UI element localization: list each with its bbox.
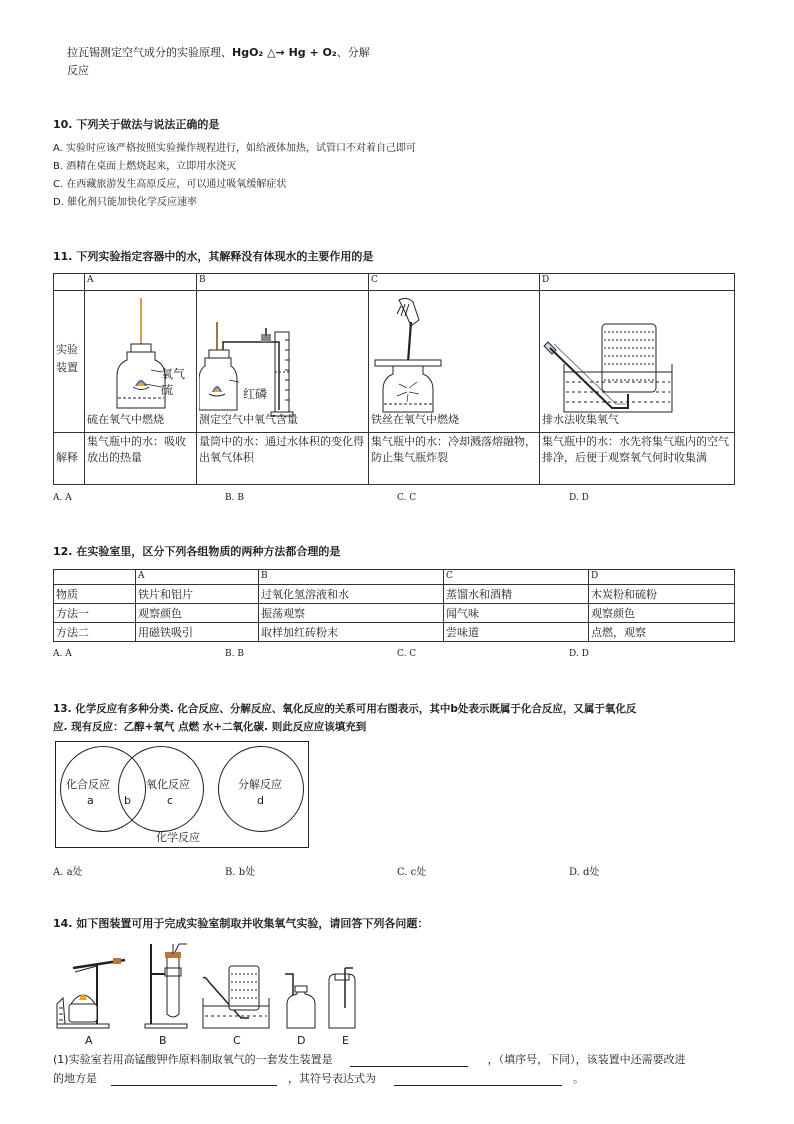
q10-option-b: B. 酒精在桌面上燃烧起来，立即用水浇灭 bbox=[53, 161, 237, 172]
q12-answer-d[interactable]: D. D bbox=[569, 649, 589, 659]
q14-sub1-text-d: ，其符号表达式为 bbox=[288, 1072, 376, 1085]
q12-r2-c2: 取样加红砖粉末 bbox=[259, 623, 444, 642]
q11-cell-c bbox=[369, 291, 540, 433]
q12-r1-c1: 观察颜色 bbox=[136, 604, 259, 623]
q11-explain-b: 量筒中的水：通过水体积的变化得出氧气体积 bbox=[197, 433, 369, 485]
q11-answer-d[interactable]: D. D bbox=[569, 493, 589, 503]
apparatus-d bbox=[285, 974, 315, 1028]
q14-apparatus-figure bbox=[53, 938, 373, 1046]
q12-title: 12. 在实验室里，区分下列各组物质的两种方法都合理的是 bbox=[53, 545, 341, 558]
iron-wire-burning-apparatus bbox=[371, 292, 537, 428]
q11-table bbox=[53, 273, 735, 485]
q14-sub1-text-e: 。 bbox=[573, 1072, 584, 1085]
q10-option-c: C. 在西藏旅游发生高原反应，可以通过吸氧缓解症状 bbox=[53, 179, 287, 190]
intro-text-2: 、分解 bbox=[336, 46, 370, 59]
q11-row-label-explain: 解释 bbox=[54, 433, 85, 485]
q10-option-a: A. 实验时应该严格按照实验操作规程进行，如给液体加热，试管口不对着自己即可 bbox=[53, 143, 417, 154]
q11-answer-c[interactable]: C. C bbox=[397, 493, 417, 503]
q11-answer-a[interactable]: A. A bbox=[53, 493, 72, 503]
label-sulfur: 硫 bbox=[161, 383, 174, 397]
q14-label-c: C bbox=[233, 1034, 241, 1047]
q14-title: 14. 如下图装置可用于完成实验室制取并收集氧气实验，请回答下列各问题： bbox=[53, 917, 429, 930]
q12-header-blank bbox=[54, 570, 136, 585]
apparatus-e bbox=[329, 968, 355, 1028]
q14-sub1-text-b: ，（填序号，下同），该装置中还需要改进 bbox=[487, 1053, 686, 1066]
q14-sub1-line1 bbox=[53, 1053, 686, 1067]
intro-formula: HgO₂ △→ Hg + O₂ bbox=[232, 46, 337, 59]
sulfur-burning-apparatus bbox=[87, 292, 194, 428]
label-red-phosphorus: 红磷 bbox=[243, 387, 268, 401]
q11-caption-a: 硫在氧气中燃烧 bbox=[87, 413, 164, 426]
q14-blank-2[interactable] bbox=[111, 1074, 277, 1086]
venn-region-b: b bbox=[124, 794, 131, 807]
q11-caption-d: 排水法收集氧气 bbox=[542, 413, 619, 426]
q12-r2-c0: 方法二 bbox=[54, 623, 136, 642]
q13-answer-a[interactable]: A. a处 bbox=[53, 867, 83, 878]
oxygen-content-apparatus bbox=[199, 292, 366, 428]
intro-line bbox=[67, 46, 370, 60]
apparatus-b bbox=[145, 944, 187, 1028]
apparatus-a bbox=[57, 958, 125, 1028]
q12-r1-c3: 闻气味 bbox=[444, 604, 589, 623]
q12-r0-c2: 过氧化氢溶液和水 bbox=[259, 585, 444, 604]
q14-label-a: A bbox=[85, 1034, 93, 1047]
venn-region-c: c bbox=[167, 794, 174, 807]
q12-r1-c2: 振荡观察 bbox=[259, 604, 444, 623]
q11-explain-d: 集气瓶中的水：水先将集气瓶内的空气排净，后便于观察氧气何时收集满 bbox=[540, 433, 735, 485]
q13-answer-c[interactable]: C. c处 bbox=[397, 867, 427, 878]
q14-label-e: E bbox=[342, 1034, 349, 1047]
q11-caption-c: 铁丝在氧气中燃烧 bbox=[371, 413, 459, 426]
q12-header-a: A bbox=[136, 570, 259, 585]
q13-title-line-1: 13. 化学反应有多种分类. 化合反应、分解反应、氧化反应的关系可用右图表示，其中b处表示既属于化合反应，又属于氧化反 bbox=[53, 703, 637, 715]
q11-explain-a: 集气瓶中的水：吸收放出的热量 bbox=[85, 433, 197, 485]
q11-explain-c: 集气瓶中的水：冷却溅落熔融物，防止集气瓶炸裂 bbox=[369, 433, 540, 485]
venn-region-d: d bbox=[257, 794, 264, 807]
q14-sub1-text-a: (1)实验室若用高锰酸钾作原料制取氧气的一套发生装置是 bbox=[53, 1053, 333, 1066]
q12-header-d: D bbox=[589, 570, 735, 585]
q12-r2-c4: 点燃，观察 bbox=[589, 623, 735, 642]
intro-text-1: 拉瓦锡测定空气成分的实验原理、 bbox=[67, 46, 232, 59]
water-displacement-apparatus bbox=[542, 292, 732, 428]
q12-r1-c4: 观察颜色 bbox=[589, 604, 735, 623]
q12-r1-c0: 方法一 bbox=[54, 604, 136, 623]
q11-cell-d bbox=[540, 291, 735, 433]
q11-cell-a bbox=[85, 291, 197, 433]
q10-title: 10. 下列关于做法与说法正确的是 bbox=[53, 118, 220, 131]
venn-label-oxidation: 氧化反应 bbox=[146, 778, 190, 791]
q14-blank-1[interactable] bbox=[350, 1055, 468, 1067]
q11-cell-b bbox=[197, 291, 369, 433]
q11-row-label-setup: 实验装置 bbox=[54, 291, 85, 433]
q10-option-d: D. 催化剂只能加快化学反应速率 bbox=[53, 197, 198, 208]
label-oxygen: 氧气 bbox=[161, 367, 186, 381]
q14-blank-3[interactable] bbox=[394, 1074, 562, 1086]
q12-header-b: B bbox=[259, 570, 444, 585]
q14-sub1-line2 bbox=[53, 1072, 584, 1086]
venn-label-outer: 化学反应 bbox=[156, 831, 200, 844]
q12-answer-a[interactable]: A. A bbox=[53, 649, 72, 659]
q12-r0-c0: 物质 bbox=[54, 585, 136, 604]
q12-table bbox=[53, 569, 735, 642]
q12-answer-c[interactable]: C. C bbox=[397, 649, 417, 659]
venn-label-combination: 化合反应 bbox=[66, 778, 110, 791]
q13-answer-b[interactable]: B. b处 bbox=[225, 867, 256, 878]
q12-r2-c1: 用磁铁吸引 bbox=[136, 623, 259, 642]
intro-text-3: 反应 bbox=[67, 64, 89, 77]
q12-header-c: C bbox=[444, 570, 589, 585]
q14-sub1-text-c: 的地方是 bbox=[53, 1072, 97, 1085]
q14-label-b: B bbox=[159, 1034, 167, 1047]
q14-label-d: D bbox=[297, 1034, 306, 1047]
q13-answer-d[interactable]: D. d处 bbox=[569, 867, 600, 878]
q11-answer-b[interactable]: B. B bbox=[225, 493, 244, 503]
venn-label-decomposition: 分解反应 bbox=[238, 778, 282, 791]
q12-r0-c4: 木炭粉和硫粉 bbox=[589, 585, 735, 604]
venn-region-a: a bbox=[87, 794, 94, 807]
q12-r0-c3: 蒸馏水和酒精 bbox=[444, 585, 589, 604]
q11-header-d: D bbox=[540, 274, 735, 291]
q11-header-c: C bbox=[369, 274, 540, 291]
q11-header-a: A bbox=[85, 274, 197, 291]
q11-title: 11. 下列实验指定容器中的水，其解释没有体现水的主要作用的是 bbox=[53, 250, 374, 263]
q11-caption-b: 测定空气中氧气含量 bbox=[199, 413, 298, 426]
q11-header-b: B bbox=[197, 274, 369, 291]
q12-r2-c3: 尝味道 bbox=[444, 623, 589, 642]
apparatus-c bbox=[203, 966, 269, 1028]
venn-diagram bbox=[55, 741, 309, 848]
q12-answer-b[interactable]: B. B bbox=[225, 649, 244, 659]
q13-title-line-2: 应. 现有反应：乙醇+氧气 点燃 水+二氧化碳. 则此反应应该填充到 bbox=[53, 721, 367, 733]
q12-r0-c1: 铁片和铝片 bbox=[136, 585, 259, 604]
